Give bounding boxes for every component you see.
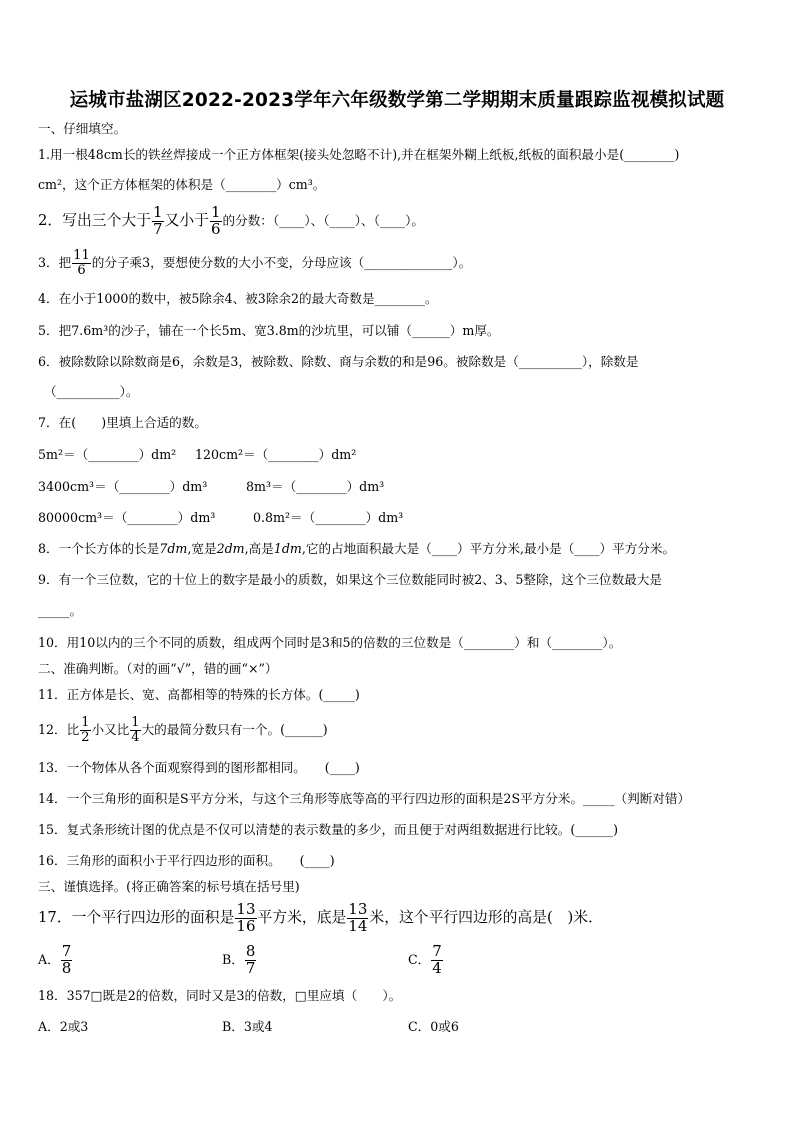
question-15: 15．复式条形统计图的优点是不仅可以清楚的表示数量的多少，而且便于对两组数据进行比较。(______) [38,822,618,837]
section-heading-1: 一、仔细填空。 [38,121,127,136]
fraction-eleven-sixths: $\frac{11}{6}$ [73,248,90,278]
fraction-thirteen-sixteenths: $\frac{13}{16}$ [236,899,256,935]
question-17 [38,901,603,935]
question-13: 13．一个物体从各个面观察得到的图形都相同。 (____) [38,760,360,775]
fraction-one-half: $\frac{1}{2}$ [81,715,90,745]
question-12-text: 大的最简分数只有一个。(______) [141,722,328,737]
question-17-option-a: A． $\frac{7}{8}$ [38,942,72,977]
question-1-line-1: 1.用一根48cm长的铁丝焊接成一个正方体框架(接头处忽略不计),并在框架外糊上纸板,纸板的面积最小是(________) [38,147,680,162]
question-17-text: 17．一个平行四边形的面积是 [38,909,235,926]
question-17-option-c: C． $\frac{7}{4}$ [408,942,442,977]
question-7-heading: 7．在( )里填上合适的数。 [38,415,207,430]
question-12-text: 小又比 [91,722,130,737]
question-2-text: 的分数：（____）、（____）、（____）。 [222,213,424,228]
question-8: 8．一个长方体的长是7dm,宽是2dm,高是1dm,它的占地面积最大是（____）平方分米,最小是（____）平方分米。 [38,541,676,556]
question-7-row-1a: 5m²＝（________）dm² [38,447,177,462]
question-3 [38,246,471,280]
question-18-option-a: A．2或3 [38,1019,89,1034]
question-17-text: 米，这个平行四边形的高是( )米． [369,909,603,926]
section-heading-2: 二、准确判断。（对的画“√”，错的画“×”） [38,661,278,676]
question-7-row-2b: 8m³＝（________）dm³ [246,479,385,494]
question-5: 5．把7.6m³的沙子，铺在一个长5m、宽3.8m的沙坑里，可以铺（______）m厚。 [38,323,500,338]
fraction-thirteen-fourteenths: $\frac{13}{14}$ [348,899,368,935]
question-16: 16．三角形的面积小于平行四边形的面积。 (____) [38,853,335,868]
question-7-row-1b: 120cm²＝（________）dm² [195,447,357,462]
question-1-line-2: cm²，这个正方体框架的体积是（________）cm³。 [38,177,326,192]
question-18: 18．357□既是2的倍数，同时又是3的倍数，□里应填（ ）。 [38,988,402,1003]
question-9-line-1: 9．有一个三位数，它的十位上的数字是最小的质数，如果这个三位数能同时被2、3、5整除，这个三位数最大是 [38,572,662,587]
question-3-text: 3．把 [38,255,72,270]
question-2-text: 又小于 [164,212,209,229]
fraction-one-quarter: $\frac{1}{4}$ [131,715,140,745]
question-6-line-2: （__________）。 [44,384,139,399]
question-4: 4．在小于1000的数中，被5除余4、被3除余2的最大奇数是________。 [38,291,438,306]
question-11: 11．正方体是长、宽、高都相等的特殊的长方体。(_____) [38,687,360,702]
question-7-row-2a: 3400cm³＝（________）dm³ [38,479,208,494]
question-2 [38,204,424,238]
question-10: 10．用10以内的三个不同的质数，组成两个同时是3和5的倍数的三位数是（________）和（________）。 [38,635,622,650]
question-18-option-c: C．0或6 [408,1019,459,1034]
question-14: 14．一个三角形的面积是S平方分米，与这个三角形等底等高的平行四边形的面积是2S平方分米。_____（判断对错） [38,791,691,806]
page-title: 运城市盐湖区2022-2023学年六年级数学第二学期期末质量跟踪监视模拟试题 [69,90,725,111]
question-7-row-3a: 80000cm³＝（________）dm³ [38,510,216,525]
question-3-text: 的分子乘3，要想使分数的大小不变，分母应该（______________）。 [91,255,472,270]
question-12-text: 12．比 [38,722,80,737]
section-heading-3: 三、谨慎选择。(将正确答案的标号填在括号里) [38,879,300,894]
question-17-text: 平方米，底是 [257,909,347,926]
fraction-one-seventh: $\frac{1}{7}$ [153,202,163,238]
question-17-option-b: B． $\frac{8}{7}$ [222,942,256,977]
question-2-text: 2．写出三个大于 [38,212,151,229]
fraction-one-sixth: $\frac{1}{6}$ [210,202,221,238]
question-18-option-b: B．3或4 [222,1019,273,1034]
question-6-line-1: 6．被除数除以除数商是6，余数是3，被除数、除数、商与余数的和是96。被除数是（__________），除数是 [38,354,639,369]
question-7-row-3b: 0.8m²＝（________）dm³ [253,510,404,525]
question-9-line-2: _____。 [38,603,83,618]
question-12 [38,713,328,747]
